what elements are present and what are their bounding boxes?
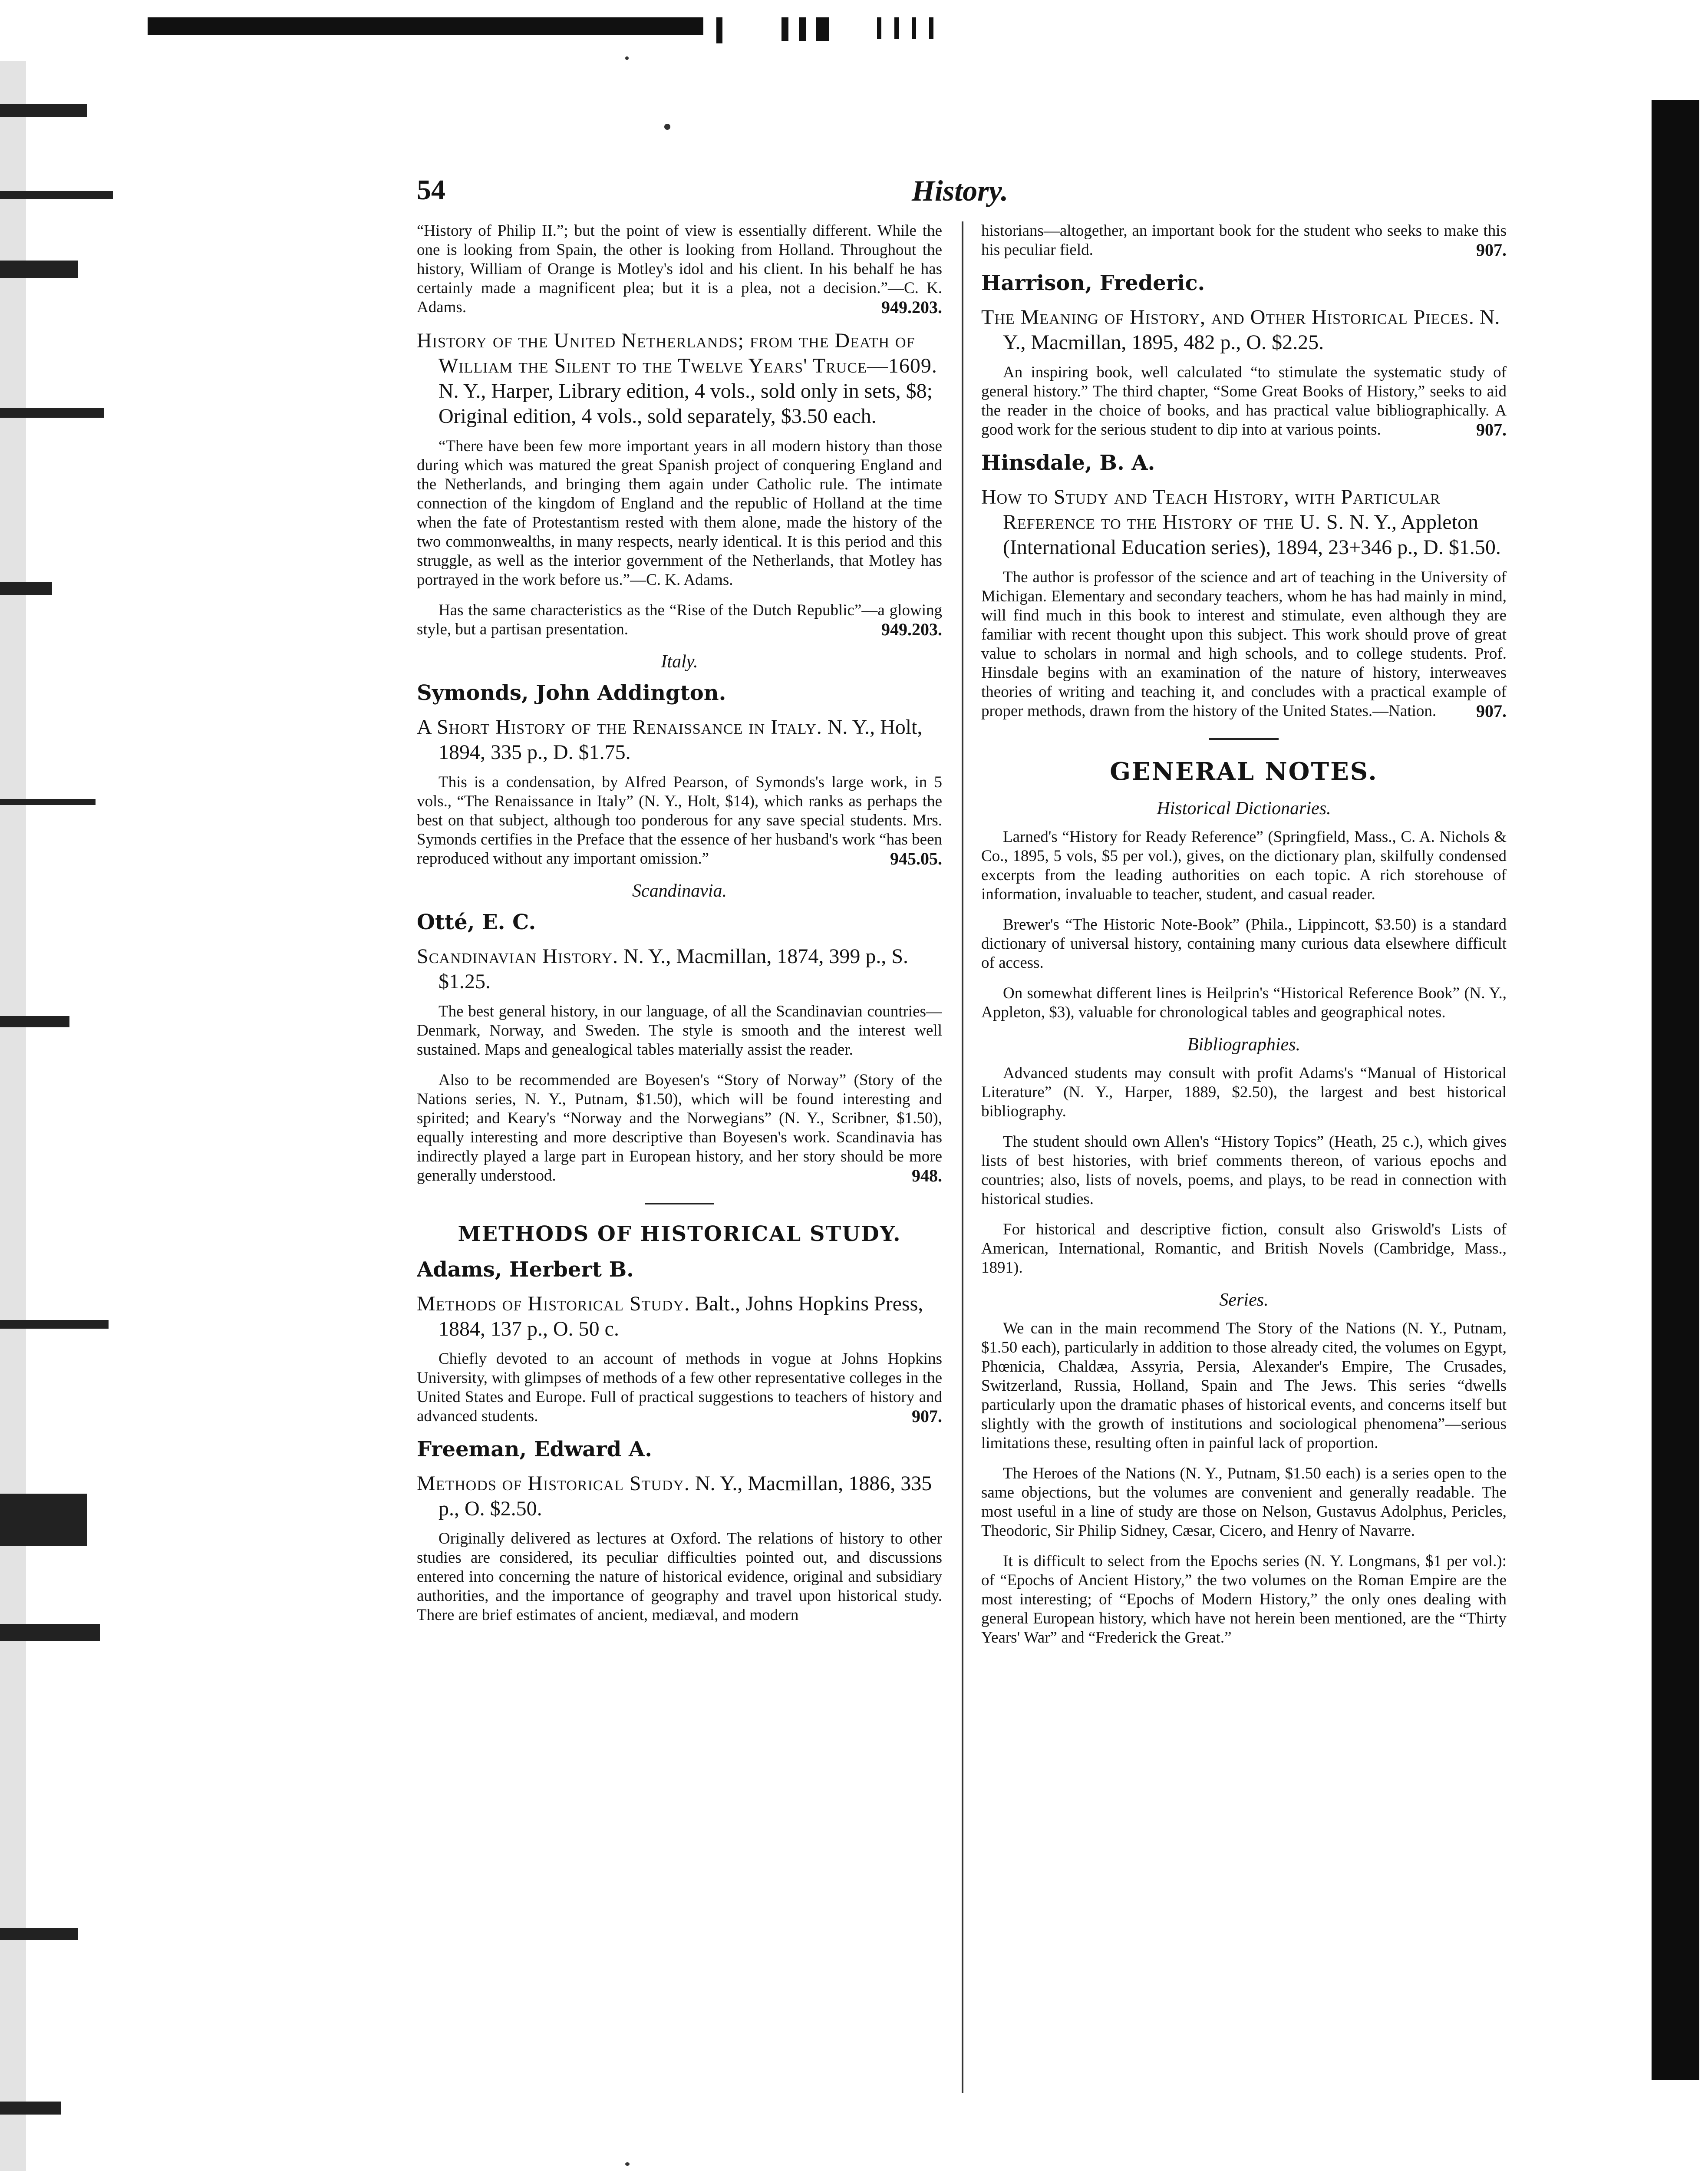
classification-number: 949.203.: [881, 620, 942, 639]
annotation: The best general history, in our language, of all the Scandinavian countries—Denmark, Norway, and Sweden. The style is smooth and the interest well sustained. Maps and genealogical tables materially assist the reader.: [417, 1003, 942, 1059]
author-heading: Adams, Herbert B.: [417, 1257, 634, 1282]
author-heading: Harrison, Frederic.: [981, 271, 1205, 295]
book-title: How to Study and Teach History, with Particular Reference to the History of the U. S.: [981, 485, 1441, 534]
page-number: 54: [417, 174, 445, 206]
general-notes-heading: GENERAL NOTES.: [1110, 757, 1378, 786]
book-title: Methods of Historical Study.: [417, 1472, 690, 1495]
annotation: The author is professor of the science and art of teaching in the University of Michigan. Elementary and secondary teachers, whom he has had mainly in mind, will find much in this book to interest and stimulate, even although they are familiar with recent thought upon this subject. This work should prove of great value to scholars in normal and high schools, and to college students. Prof. Hinsdale begins with an examination of the nature of history, interweaves theories of writing and teaching it, and concludes with a practical example of proper methods, drawn from the history of the United States.—Nation. 907.: [981, 568, 1507, 721]
subheading-bibliographies: Bibliographies.: [1187, 1035, 1301, 1055]
book-entry: [981, 305, 1507, 355]
classification-number: 949.203.: [881, 297, 942, 317]
author-heading: Otté, E. C.: [417, 910, 536, 934]
book-entry: [417, 1471, 942, 1521]
annotation: On somewhat different lines is Heilprin's “Historical Reference Book” (N. Y., Appleton, $3), valuable for chronological tables and geographical notes.: [981, 984, 1507, 1021]
annotation: For historical and descriptive fiction, consult also Griswold's Lists of American, International, Romantic, and British Novels (Cambridge, Mass., 1891).: [981, 1221, 1507, 1277]
book-title: The Meaning of History, and Other Historical Pieces.: [981, 306, 1474, 329]
book-title: History of the United Netherlands; from the Death of William the Silent to the Twelve Years' Truce—1609.: [417, 329, 937, 377]
scan-speck: [625, 2162, 630, 2166]
book-entry: [417, 944, 942, 994]
publication-details: N. Y., Appleton (International Education series), 1894, 23+346 p., D. $1.50.: [1003, 511, 1501, 559]
classification-number: 907.: [1476, 240, 1507, 260]
author-heading: Symonds, John Addington.: [417, 681, 726, 705]
book-title: Scandinavian History.: [417, 945, 619, 968]
annotation: It is difficult to select from the Epochs series (N. Y. Longmans, $1 per vol.): of “Epochs of Ancient History,” the two volumes on the Roman Empire are the most interesting; of “Epochs of Modern History,” the only ones dealing with general European history, which have not herein been mentioned, are the “Thirty Years' War” and “Frederick the Great.”: [981, 1552, 1507, 1646]
publication-details: N. Y., Macmillan, 1886, 335 p., O. $2.50.: [439, 1472, 932, 1520]
annotation: “There have been few more important years in all modern history than those during which was matured the great Spanish project of conquering England and the Netherlands, and bringing them again under Catholic rule. The intimate connection of the kingdom of England and the republic of Holland at the time when the fate of Protestantism rested with them alone, made the history of the two commonwealths, in many respects, nearly identical. It is this period and this struggle, as well as the interior government of the Netherlands, that Motley has portrayed in the work before us.”—C. K. Adams.: [417, 437, 942, 589]
classification-number: 907.: [1476, 420, 1507, 439]
book-entry: [417, 328, 942, 429]
section-rule: [645, 1203, 714, 1204]
annotation: Chiefly devoted to an account of methods in vogue at Johns Hopkins University, with glimpses of methods of a few other representative colleges in the United States and Europe. Full of practical suggestions to teachers of history and advanced students. 907.: [417, 1350, 942, 1426]
annotation: Brewer's “The Historic Note-Book” (Phila., Lippincott, $3.50) is a standard dictionary of universal history, containing many curious data elsewhere difficult of access.: [981, 916, 1507, 972]
book-title: A Short History of the Renaissance in Italy.: [417, 716, 822, 739]
book-page: [417, 174, 1511, 2106]
running-head: History.: [912, 174, 1009, 207]
annotation: Originally delivered as lectures at Oxford. The relations of history to other studies are considered, its peculiar difficulties pointed out, and discussions entered into concerning the nature of historical evidence, original and subsidiary authorities, and the importance of geography and travel upon historical study. There are brief estimates of ancient, mediæval, and modern: [417, 1530, 942, 1624]
page-header: [417, 174, 1511, 213]
subheading-series: Series.: [1219, 1290, 1269, 1310]
section-heading: METHODS OF HISTORICAL STUDY.: [458, 1222, 901, 1246]
left-column: [417, 221, 942, 2097]
book-entry: [417, 1291, 942, 1342]
annotation: historians—altogether, an important book for the student who seeks to make this his peculiar field. 907.: [981, 222, 1507, 260]
book-entry: [981, 485, 1507, 560]
author-heading: Hinsdale, B. A.: [981, 451, 1155, 475]
annotation: “History of Philip II.”; but the point of view is essentially different. While the one is looking from Spain, the other is looking from Holland. Throughout the history, William of Orange is Motley's idol and his client. In his behalf he has certainly made a magnificent plea; but it is a plea, not a decision.”—C. K. Adams. 949.203.: [417, 222, 942, 317]
publication-details: N. Y., Macmillan, 1874, 399 p., S. $1.25.: [439, 945, 909, 993]
classification-number: 945.05.: [890, 849, 942, 868]
annotation: We can in the main recommend The Story of the Nations (N. Y., Putnam, $1.50 each), particularly in addition to those already cited, the volumes on Egypt, Phœnicia, Chaldæa, Assyria, Persia, Alexander's Empire, The Crusades, Switzerland, Russia, Holland, Spain and The Jews. This series “dwells particularly upon the dramatic phases of historical events, and concerns itself but slightly with the growth of institutions and sociological phenomena”—serious limitations these, resulting often in painful lack of proportion.: [981, 1320, 1507, 1452]
classification-number: 948.: [912, 1166, 942, 1185]
book-entry: [417, 715, 942, 765]
annotation: Larned's “History for Ready Reference” (Springfield, Mass., C. A. Nichols & Co., 1895, 5 vols, $5 per vol.), gives, on the dictionary plan, skilfully condensed excerpts from the leading authorities on each topic. A rich storehouse of information, invaluable to teacher, student, and casual reader.: [981, 828, 1507, 903]
annotation: An inspiring book, well calculated “to stimulate the systematic study of general history.” The third chapter, “Some Great Books of History,” seeks to aid the reader in the choice of books, and has practical value bibliographically. A good work for the serious student to dip into at various points. 907.: [981, 363, 1507, 439]
book-title: Methods of Historical Study.: [417, 1292, 690, 1315]
annotation: The student should own Allen's “History Topics” (Heath, 25 c.), which gives lists of best histories, with brief comments thereon, of various epochs and countries; also, lists of novels, poems, and plays, to be read in connection with historical studies.: [981, 1133, 1507, 1208]
author-heading: Freeman, Edward A.: [417, 1437, 652, 1462]
subheading-scandinavia: Scandinavia.: [632, 881, 727, 901]
publication-details: N. Y., Macmillan, 1895, 482 p., O. $2.25.: [1003, 306, 1500, 354]
scan-speck: [625, 56, 629, 60]
classification-number: 907.: [912, 1406, 942, 1426]
scan-edge-left: [0, 61, 143, 2171]
scan-edge-right: [1569, 0, 1708, 2171]
publication-details: N. Y., Holt, 1894, 335 p., D. $1.75.: [439, 716, 923, 764]
classification-number: 907.: [1476, 701, 1507, 721]
right-column: [981, 221, 1507, 2097]
subheading-italy: Italy.: [661, 652, 698, 672]
annotation: Advanced students may consult with profit Adams's “Manual of Historical Literature” (N. Y., Harper, 1889, $2.50), the largest and best historical bibliography.: [981, 1064, 1507, 1120]
annotation: This is a condensation, by Alfred Pearson, of Symonds's large work, in 5 vols., “The Renaissance in Italy” (N. Y., Holt, $14), which ranks as perhaps the best on that subject, although too ponderous for any save special students. Mrs. Symonds certifies in the Preface that the essence of her husband's work “has been reproduced without any important omission.” 945.05.: [417, 773, 942, 868]
publication-details: Balt., Johns Hopkins Press, 1884, 137 p., O. 50 c.: [439, 1292, 923, 1340]
subheading-dictionaries: Historical Dictionaries.: [1157, 798, 1331, 818]
column-divider: [962, 221, 963, 2093]
annotation: Has the same characteristics as the “Rise of the Dutch Republic”—a glowing style, but a partisan presentation. 949.203.: [417, 601, 942, 639]
scan-edge-top: [148, 17, 973, 52]
annotation: The Heroes of the Nations (N. Y., Putnam, $1.50 each) is a series open to the same objections, but the volumes are convenient and generally readable. The most useful in a line of study are those on Nelson, Gustavus Adolphus, Pericles, Theodoric, Sir Philip Sidney, Cæsar, Cicero, and Henry of Navarre.: [981, 1465, 1507, 1540]
scan-speck: [664, 124, 670, 130]
publication-details: N. Y., Harper, Library edition, 4 vols., sold only in sets, $8; Original edition, 4 vols., sold separately, $3.50 each.: [439, 379, 933, 428]
section-rule: [1209, 738, 1279, 740]
annotation: Also to be recommended are Boyesen's “Story of Norway” (Story of the Nations series, N. Y., Putnam, $1.50), which will be found interesting and spirited; and Keary's “Norway and the Norwegians” (N. Y., Scribner, $1.50), equally interesting and more descriptive than Boyesen's work. Scandinavia has indirectly played a large part in European history, and her story should be more generally understood. 948.: [417, 1071, 942, 1185]
